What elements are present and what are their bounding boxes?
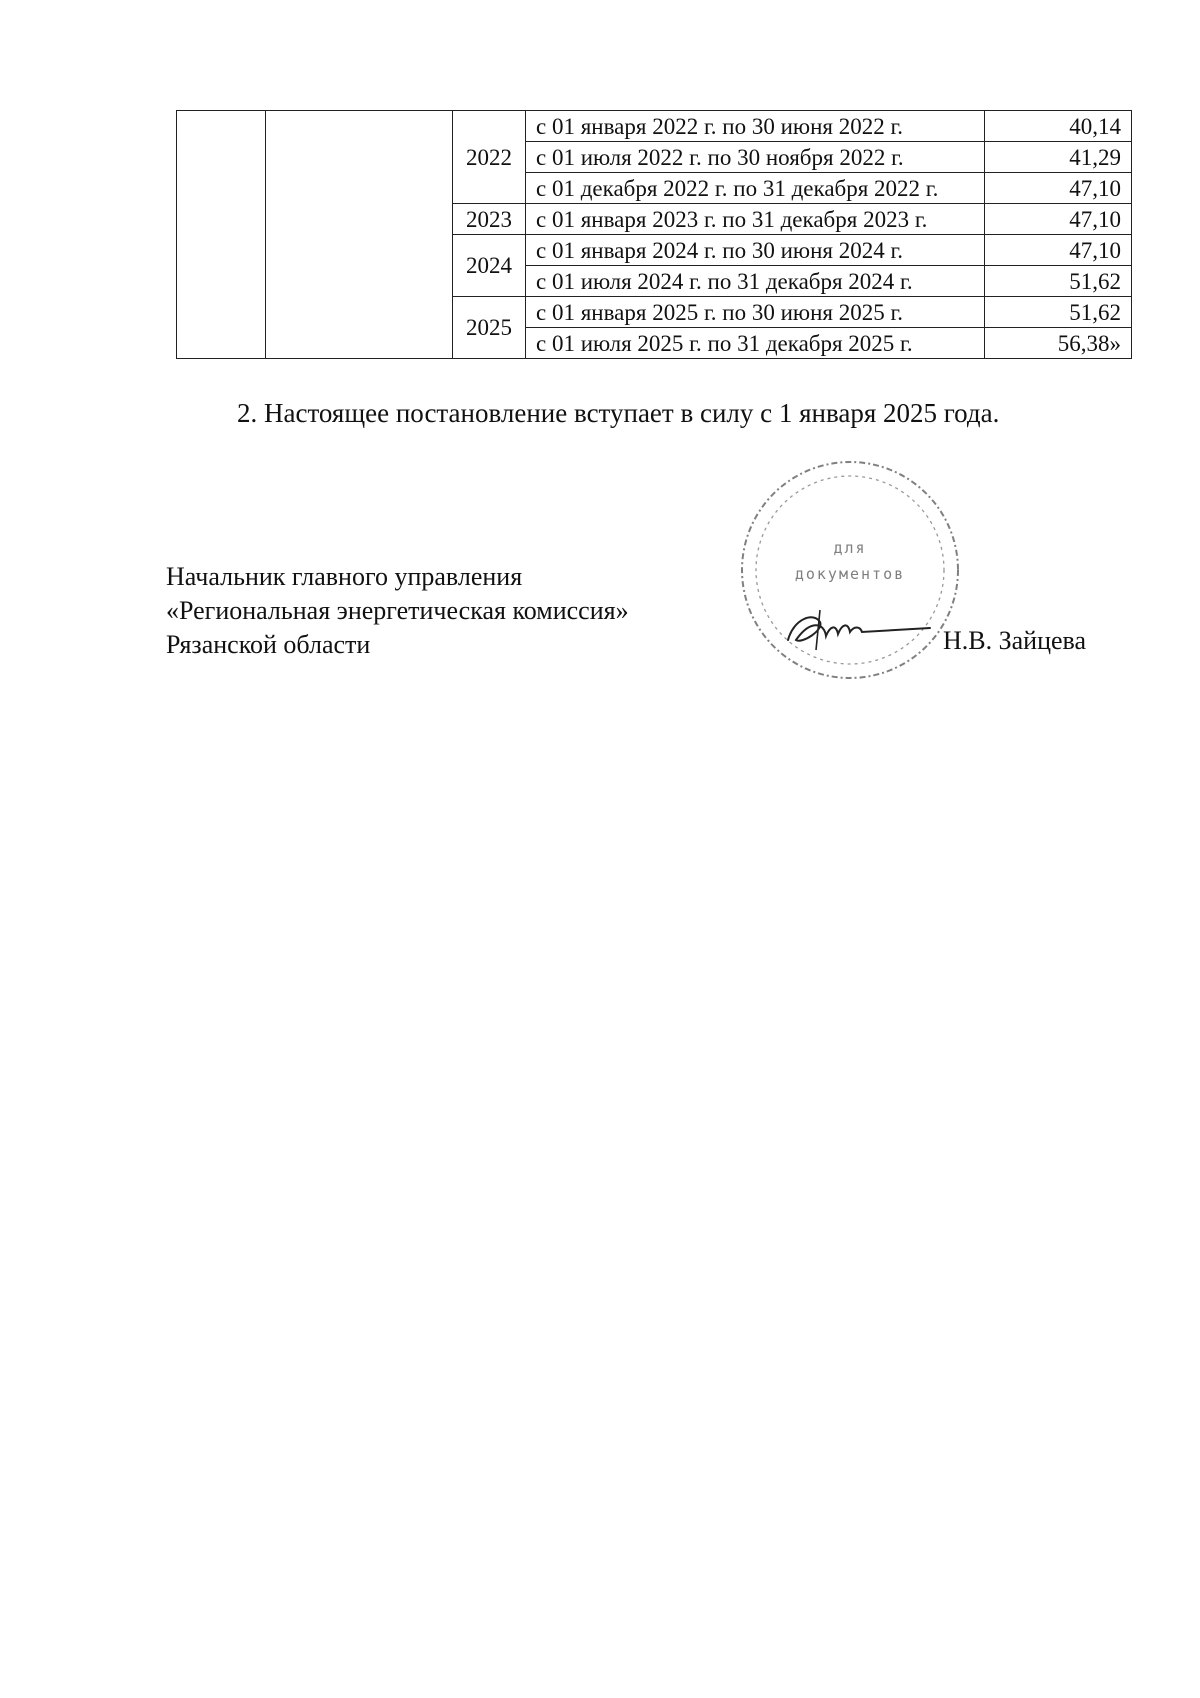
period-cell: с 01 января 2025 г. по 30 июня 2025 г. xyxy=(526,297,985,328)
tariff-table xyxy=(176,110,1132,359)
handwritten-signature xyxy=(780,600,940,660)
year-cell: 2023 xyxy=(453,204,526,235)
signer-position-line-2: «Региональная энергетическая комиссия» xyxy=(166,596,629,625)
year-cell: 2025 xyxy=(453,297,526,359)
signer-position-line-3: Рязанской области xyxy=(166,630,371,659)
value-cell: 56,38» xyxy=(985,328,1132,359)
signature-block xyxy=(166,560,629,662)
period-cell: с 01 января 2022 г. по 30 июня 2022 г. xyxy=(526,111,985,142)
signer-position-line-1: Начальник главного управления xyxy=(166,562,523,591)
value-cell: 51,62 xyxy=(985,297,1132,328)
table-cell-blank-1 xyxy=(177,111,266,359)
table-cell-blank-2 xyxy=(266,111,453,359)
period-cell: с 01 января 2023 г. по 31 декабря 2023 г. xyxy=(526,204,985,235)
table-row xyxy=(177,111,1132,142)
period-cell: с 01 июля 2025 г. по 31 декабря 2025 г. xyxy=(526,328,985,359)
period-cell: с 01 июля 2024 г. по 31 декабря 2024 г. xyxy=(526,266,985,297)
stamp-text-1: для xyxy=(833,539,867,557)
tariff-table-body xyxy=(177,111,1132,359)
period-cell: с 01 декабря 2022 г. по 31 декабря 2022 г. xyxy=(526,173,985,204)
value-cell: 51,62 xyxy=(985,266,1132,297)
year-cell: 2022 xyxy=(453,111,526,204)
signer-name: Н.В. Зайцева xyxy=(943,626,1087,655)
clause-effective-date: 2. Настоящее постановление вступает в силу с 1 января 2025 года. xyxy=(237,398,1000,428)
value-cell: 47,10 xyxy=(985,235,1132,266)
value-cell: 41,29 xyxy=(985,142,1132,173)
period-cell: с 01 января 2024 г. по 30 июня 2024 г. xyxy=(526,235,985,266)
value-cell: 47,10 xyxy=(985,173,1132,204)
period-cell: с 01 июля 2022 г. по 30 ноября 2022 г. xyxy=(526,142,985,173)
year-cell: 2024 xyxy=(453,235,526,297)
value-cell: 40,14 xyxy=(985,111,1132,142)
value-cell: 47,10 xyxy=(985,204,1132,235)
stamp-text-2: документов xyxy=(794,565,906,583)
